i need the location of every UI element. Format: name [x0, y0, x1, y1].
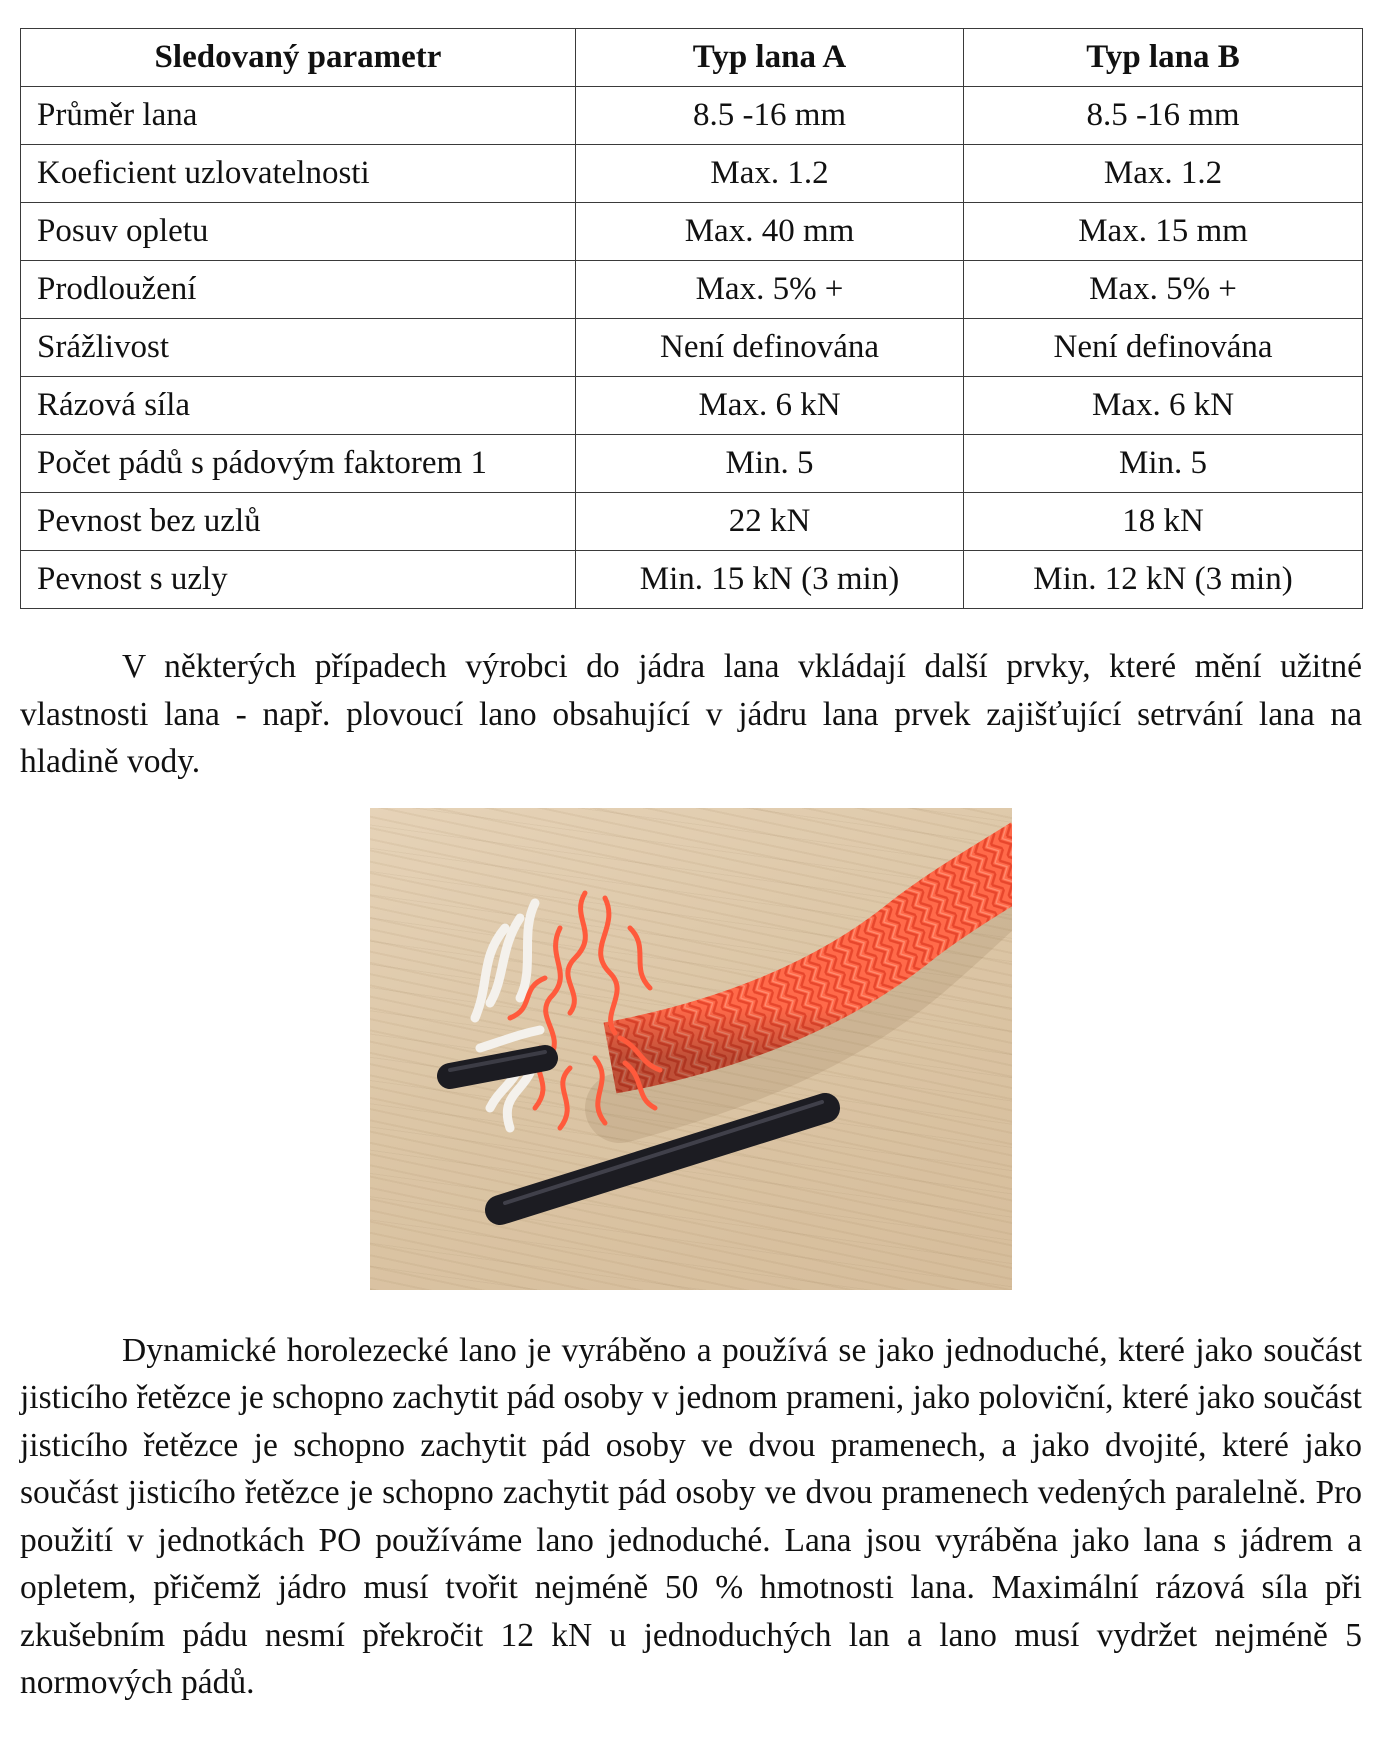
table-cell-parameter: Posuv opletu	[21, 203, 576, 261]
table-cell-parameter: Počet pádů s pádovým faktorem 1	[21, 435, 576, 493]
table-cell-parameter: Srážlivost	[21, 319, 576, 377]
table-cell-type-b: Min. 5	[964, 435, 1363, 493]
table-cell-type-b: Není definována	[964, 319, 1363, 377]
table-cell-type-b: Min. 12 kN (3 min)	[964, 551, 1363, 609]
table-row	[21, 551, 1363, 609]
table-cell-parameter: Rázová síla	[21, 377, 576, 435]
table-cell-type-b: Max. 5% +	[964, 261, 1363, 319]
table-cell-type-b: Max. 6 kN	[964, 377, 1363, 435]
table-row	[21, 203, 1363, 261]
paragraph-dynamic-rope: Dynamické horolezecké lano je vyráběno a používá se jako jednoduché, které jako součást jisticího řetězce je schopno zachytit pád osoby v jednom prameni, jako poloviční, které jako součást jisticího řetězce je schopno zachytit pád osoby ve dvou pramenech, a jako dvojité, které jako součást jisticího řetězce je schopno zachytit pád osoby ve dvou pramenech vedených paralelně. Pro použití v jednotkách PO používáme lano jednoduché. Lana jsou vyráběna jako lana s jádrem a opletem, přičemž jádro musí tvořit nejméně 50 % hmotnosti lana. Maximální rázová síla při zkušebním pádu nesmí překročit 12 kN u jednoduchých lan a lano musí vydržet nejméně 5 normových pádů.	[20, 1331, 1362, 1701]
table-cell-type-b: Max. 15 mm	[964, 203, 1363, 261]
table-cell-type-a: Max. 6 kN	[576, 377, 964, 435]
table-header-row	[21, 29, 1363, 87]
table-cell-type-b: 8.5 -16 mm	[964, 87, 1363, 145]
table-cell-type-a: Min. 5	[576, 435, 964, 493]
paragraph-floating-rope: V některých případech výrobci do jádra lana vkládají další prvky, které mění užitné vlastnosti lana - např. plovoucí lano obsahující v jádru lana prvek zajišťující setrvání lana na hladině vody.	[20, 648, 1362, 780]
white-core-strands	[475, 903, 540, 1128]
table-cell-type-a: 8.5 -16 mm	[576, 87, 964, 145]
table-row	[21, 261, 1363, 319]
table-row	[21, 377, 1363, 435]
table-cell-parameter: Pevnost bez uzlů	[21, 493, 576, 551]
table-cell-type-a: 22 kN	[576, 493, 964, 551]
table-row	[21, 145, 1363, 203]
rope-photo-illustration	[370, 808, 1012, 1290]
table-header-parameter: Sledovaný parametr	[21, 29, 576, 87]
rope-photo	[370, 808, 1012, 1290]
document-page	[20, 28, 1362, 1707]
table-cell-type-a: Max. 5% +	[576, 261, 964, 319]
table-cell-type-a: Není definována	[576, 319, 964, 377]
table-row	[21, 435, 1363, 493]
table-cell-parameter: Pevnost s uzly	[21, 551, 576, 609]
table-row	[21, 319, 1363, 377]
table-cell-parameter: Koeficient uzlovatelnosti	[21, 145, 576, 203]
table-cell-type-b: 18 kN	[964, 493, 1363, 551]
table-cell-type-a: Max. 40 mm	[576, 203, 964, 261]
table-cell-parameter: Prodloužení	[21, 261, 576, 319]
table-header-type-a: Typ lana A	[576, 29, 964, 87]
table-header-type-b: Typ lana B	[964, 29, 1363, 87]
table-cell-type-a: Min. 15 kN (3 min)	[576, 551, 964, 609]
table-row	[21, 493, 1363, 551]
rope-parameters-table	[20, 28, 1363, 609]
table-row	[21, 87, 1363, 145]
table-cell-type-b: Max. 1.2	[964, 145, 1363, 203]
table-cell-parameter: Průměr lana	[21, 87, 576, 145]
table-cell-type-a: Max. 1.2	[576, 145, 964, 203]
